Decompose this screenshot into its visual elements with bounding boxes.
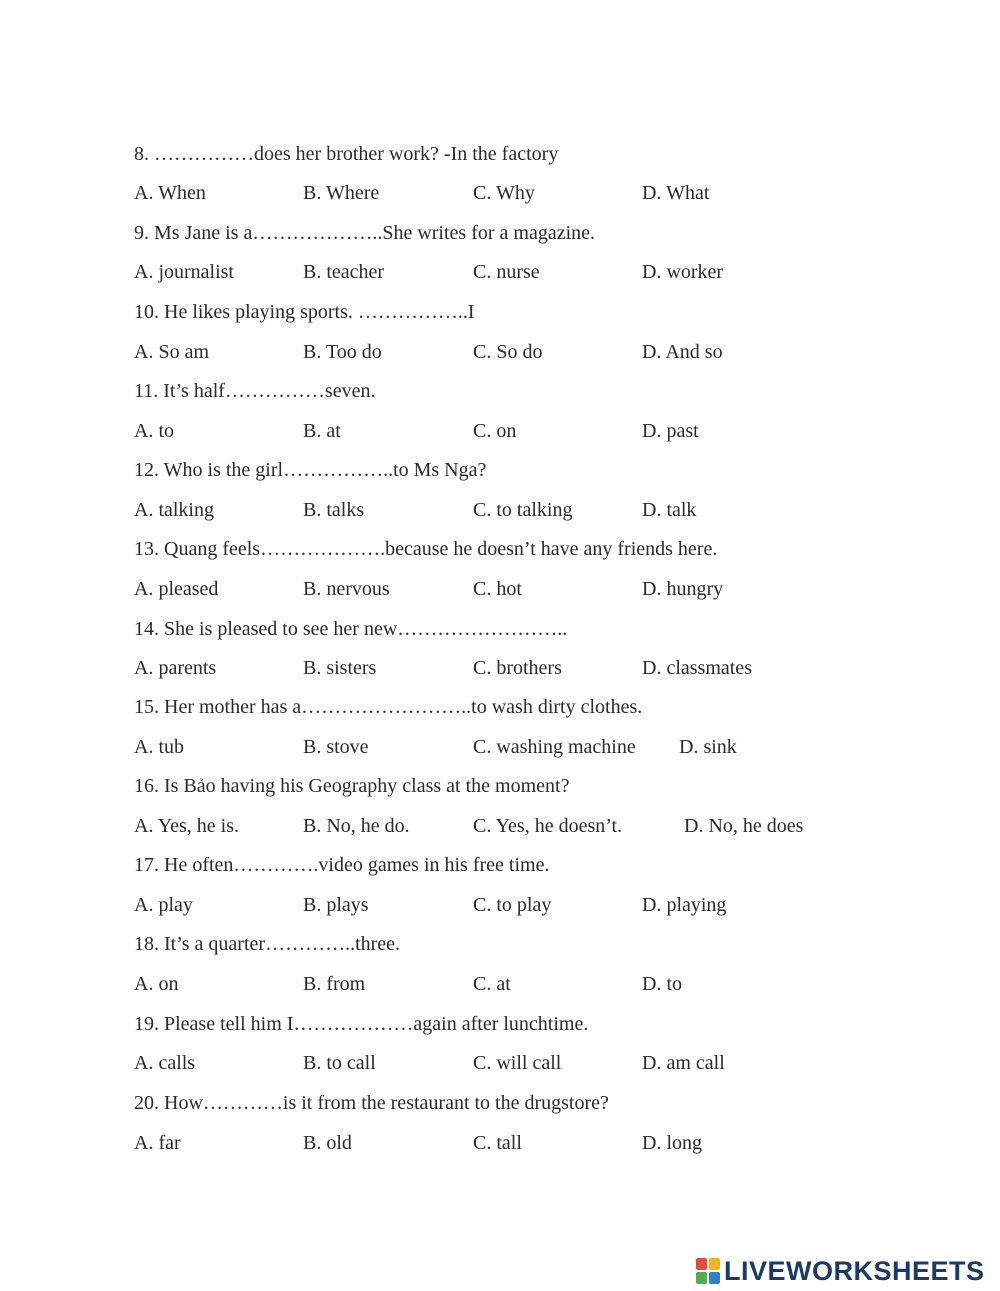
logo-tile-1 <box>696 1258 707 1270</box>
answer-row-9 <box>0 260 1000 286</box>
option-12-c[interactable]: C. to talking <box>473 499 573 521</box>
answer-row-15 <box>0 735 1000 761</box>
option-13-b[interactable]: B. nervous <box>303 578 390 600</box>
logo-tile-4 <box>709 1272 720 1284</box>
question-13: 13. Quang feels……………….because he doesn’t have any friends here. <box>134 538 718 560</box>
question-16: 16. Is Bảo having his Geography class at the moment? <box>134 775 570 797</box>
option-16-b[interactable]: B. No, he do. <box>303 815 410 837</box>
option-8-d[interactable]: D. What <box>642 182 710 204</box>
question-15: 15. Her mother has a……………………..to wash dirty clothes. <box>134 696 643 718</box>
option-20-a[interactable]: A. far <box>134 1132 181 1154</box>
option-13-c[interactable]: C. hot <box>473 578 522 600</box>
option-18-a[interactable]: A. on <box>134 973 179 995</box>
option-16-a[interactable]: A. Yes, he is. <box>134 815 240 837</box>
option-19-b[interactable]: B. to call <box>303 1052 376 1074</box>
option-9-b[interactable]: B. teacher <box>303 261 385 283</box>
option-17-a[interactable]: A. play <box>134 894 193 916</box>
option-15-d[interactable]: D. sink <box>679 736 737 758</box>
logo-tile-3 <box>696 1272 707 1284</box>
option-12-b[interactable]: B. talks <box>303 499 365 521</box>
option-11-a[interactable]: A. to <box>134 420 174 442</box>
question-9: 9. Ms Jane is a………………..She writes for a magazine. <box>134 222 596 244</box>
option-9-a[interactable]: A. journalist <box>134 261 234 283</box>
question-12: 12. Who is the girl……………..to Ms Nga? <box>134 459 487 481</box>
question-18: 18. It’s a quarter…………..three. <box>134 933 401 955</box>
option-16-d[interactable]: D. No, he does <box>684 815 804 837</box>
option-14-a[interactable]: A. parents <box>134 657 217 679</box>
option-19-d[interactable]: D. am call <box>642 1052 725 1074</box>
option-8-b[interactable]: B. Where <box>303 182 380 204</box>
brand-name: LIVEWORKSHEETS <box>724 1256 985 1286</box>
option-20-b[interactable]: B. old <box>303 1132 352 1154</box>
answer-row-10 <box>0 340 1000 366</box>
question-11: 11. It’s half……………seven. <box>134 380 376 402</box>
option-10-b[interactable]: B. Too do <box>303 341 382 363</box>
answer-row-14 <box>0 656 1000 682</box>
option-17-c[interactable]: C. to play <box>473 894 552 916</box>
option-8-a[interactable]: A. When <box>134 182 206 204</box>
option-15-c[interactable]: C. washing machine <box>473 736 636 758</box>
option-10-a[interactable]: A. So am <box>134 341 209 363</box>
logo-tile-2 <box>709 1258 720 1270</box>
answer-row-12 <box>0 498 1000 524</box>
option-20-d[interactable]: D. long <box>642 1132 702 1154</box>
option-10-c[interactable]: C. So do <box>473 341 543 363</box>
question-20: 20. How…………is it from the restaurant to the drugstore? <box>134 1092 609 1114</box>
question-10: 10. He likes playing sports. ……………..I <box>134 301 475 323</box>
answer-row-13 <box>0 577 1000 603</box>
option-15-a[interactable]: A. tub <box>134 736 184 758</box>
option-9-d[interactable]: D. worker <box>642 261 724 283</box>
option-19-c[interactable]: C. will call <box>473 1052 562 1074</box>
option-12-a[interactable]: A. talking <box>134 499 214 521</box>
option-17-b[interactable]: B. plays <box>303 894 369 916</box>
question-14: 14. She is pleased to see her new…………………….. <box>134 618 568 640</box>
answer-row-8 <box>0 181 1000 207</box>
option-15-b[interactable]: B. stove <box>303 736 369 758</box>
answer-row-20 <box>0 1131 1000 1157</box>
option-8-c[interactable]: C. Why <box>473 182 535 204</box>
option-13-d[interactable]: D. hungry <box>642 578 724 600</box>
question-8: 8. ……………does her brother work? -In the factory <box>134 143 559 165</box>
option-14-b[interactable]: B. sisters <box>303 657 377 679</box>
option-18-c[interactable]: C. at <box>473 973 511 995</box>
option-16-c[interactable]: C. Yes, he doesn’t. <box>473 815 623 837</box>
liveworksheets-brand <box>696 1255 985 1287</box>
option-17-d[interactable]: D. playing <box>642 894 727 916</box>
option-9-c[interactable]: C. nurse <box>473 261 540 283</box>
answer-row-18 <box>0 972 1000 998</box>
liveworksheets-logo-icon <box>696 1258 720 1284</box>
option-11-d[interactable]: D. past <box>642 420 699 442</box>
option-14-d[interactable]: D. classmates <box>642 657 752 679</box>
option-11-b[interactable]: B. at <box>303 420 341 442</box>
answer-row-17 <box>0 893 1000 919</box>
answer-row-19 <box>0 1051 1000 1077</box>
option-12-d[interactable]: D. talk <box>642 499 697 521</box>
option-10-d[interactable]: D. And so <box>642 341 723 363</box>
answer-row-11 <box>0 419 1000 445</box>
option-18-b[interactable]: B. from <box>303 973 366 995</box>
answer-row-16 <box>0 814 1000 840</box>
question-17: 17. He often………….video games in his free time. <box>134 854 550 876</box>
option-19-a[interactable]: A. calls <box>134 1052 196 1074</box>
option-13-a[interactable]: A. pleased <box>134 578 219 600</box>
option-20-c[interactable]: C. tall <box>473 1132 522 1154</box>
question-19: 19. Please tell him I………………again after lunchtime. <box>134 1013 589 1035</box>
option-14-c[interactable]: C. brothers <box>473 657 562 679</box>
option-11-c[interactable]: C. on <box>473 420 517 442</box>
option-18-d[interactable]: D. to <box>642 973 682 995</box>
